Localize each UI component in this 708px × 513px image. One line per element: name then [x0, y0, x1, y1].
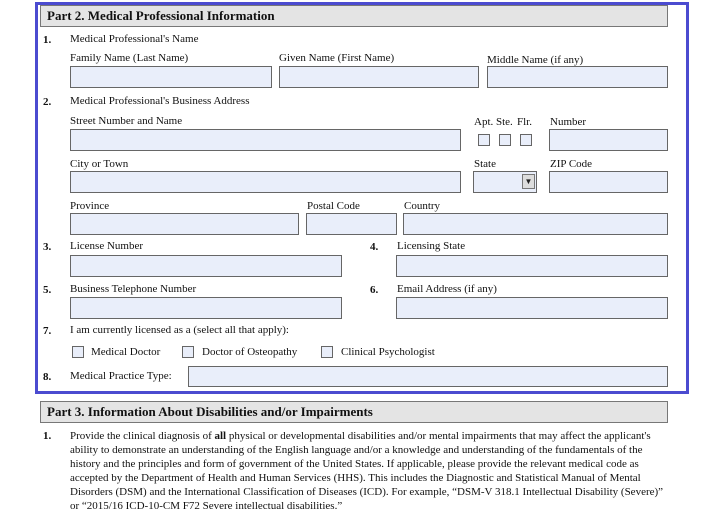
state-select[interactable] [473, 171, 537, 193]
medical-doctor-checkbox[interactable] [72, 346, 84, 358]
part2-title: Part 2. Medical Professional Information [47, 8, 275, 23]
q3-number: 3. [43, 241, 52, 253]
province-label: Province [70, 200, 110, 212]
province-field[interactable] [70, 213, 299, 235]
family-name-label: Family Name (Last Name) [70, 52, 189, 64]
chevron-down-icon[interactable]: ▼ [522, 174, 535, 189]
part3-q1-bold-all: all [214, 430, 227, 442]
apt-checkbox[interactable] [478, 134, 490, 146]
middle-name-label: Middle Name (if any) [487, 54, 584, 66]
q8-number: 8. [43, 371, 52, 383]
street-field[interactable] [70, 129, 461, 151]
medical-doctor-label: Medical Doctor [91, 346, 161, 358]
unit-number-label: Number [550, 116, 587, 128]
business-phone-field[interactable] [70, 297, 342, 319]
city-field[interactable] [70, 171, 461, 193]
email-field[interactable] [396, 297, 668, 319]
flr-label: Flr. [517, 116, 532, 128]
apt-label: Apt. [474, 116, 494, 128]
ste-checkbox[interactable] [499, 134, 511, 146]
part3-q1-text-rest: physical or developmental disabilities and/or mental impairments that may affect the applicant's ability to demonstrate an understanding of the English language and/or a knowledge and understanding of the fundamentals of the history and the principles and form of government of the United States. If applicable, please provide the relevant medical code as accepted by the Department of Health and Human Services (HHS). This includes the Diagnostic and Statistical Manual of Mental Disorders (DSM) and the International Classification of Diseases (ICD). For example, “DSM-V 318.1 Intellectual Disability (Severe)” or “2015/16 ICD-10-CM F72 Severe intellectual disabilities.” [70, 430, 664, 512]
unit-number-field[interactable] [549, 129, 668, 151]
part2-header [40, 5, 668, 27]
license-number-label: License Number [70, 240, 143, 252]
q4-number: 4. [370, 241, 379, 253]
middle-name-field[interactable] [487, 66, 668, 88]
part3-q1-text-start: Provide the clinical diagnosis of [70, 430, 215, 442]
clinical-psychologist-checkbox[interactable] [321, 346, 333, 358]
medical-practice-type-field[interactable] [188, 366, 668, 387]
q1-label: Medical Professional's Name [70, 33, 199, 45]
business-phone-label: Business Telephone Number [70, 283, 197, 295]
zip-label: ZIP Code [550, 158, 593, 170]
zip-field[interactable] [549, 171, 668, 193]
email-label: Email Address (if any) [397, 283, 497, 295]
country-field[interactable] [403, 213, 668, 235]
q7-label: I am currently licensed as a (select all that apply): [70, 324, 289, 336]
q7-number: 7. [43, 325, 52, 337]
ste-label: Ste. [496, 116, 513, 128]
street-label: Street Number and Name [70, 115, 183, 127]
country-label: Country [404, 200, 441, 212]
q2-number: 2. [43, 96, 52, 108]
licensing-state-label: Licensing State [397, 240, 466, 252]
doctor-of-osteopathy-checkbox[interactable] [182, 346, 194, 358]
flr-checkbox[interactable] [520, 134, 532, 146]
part3-q1-number: 1. [43, 430, 52, 442]
q1-number: 1. [43, 34, 52, 46]
state-label: State [474, 158, 496, 170]
part3-header [40, 401, 668, 423]
license-number-field[interactable] [70, 255, 342, 277]
q6-number: 6. [370, 284, 379, 296]
part3-q1-instructions [70, 429, 670, 513]
part3-title: Part 3. Information About Disabilities and/or Impairments [47, 404, 373, 419]
q2-label: Medical Professional's Business Address [70, 95, 250, 107]
postal-code-field[interactable] [306, 213, 397, 235]
given-name-field[interactable] [279, 66, 479, 88]
medical-practice-type-label: Medical Practice Type: [70, 370, 172, 382]
given-name-label: Given Name (First Name) [279, 52, 395, 64]
licensing-state-field[interactable] [396, 255, 668, 277]
postal-code-label: Postal Code [307, 200, 360, 212]
family-name-field[interactable] [70, 66, 272, 88]
city-label: City or Town [70, 158, 129, 170]
doctor-of-osteopathy-label: Doctor of Osteopathy [202, 346, 298, 358]
clinical-psychologist-label: Clinical Psychologist [341, 346, 435, 358]
q5-number: 5. [43, 284, 52, 296]
